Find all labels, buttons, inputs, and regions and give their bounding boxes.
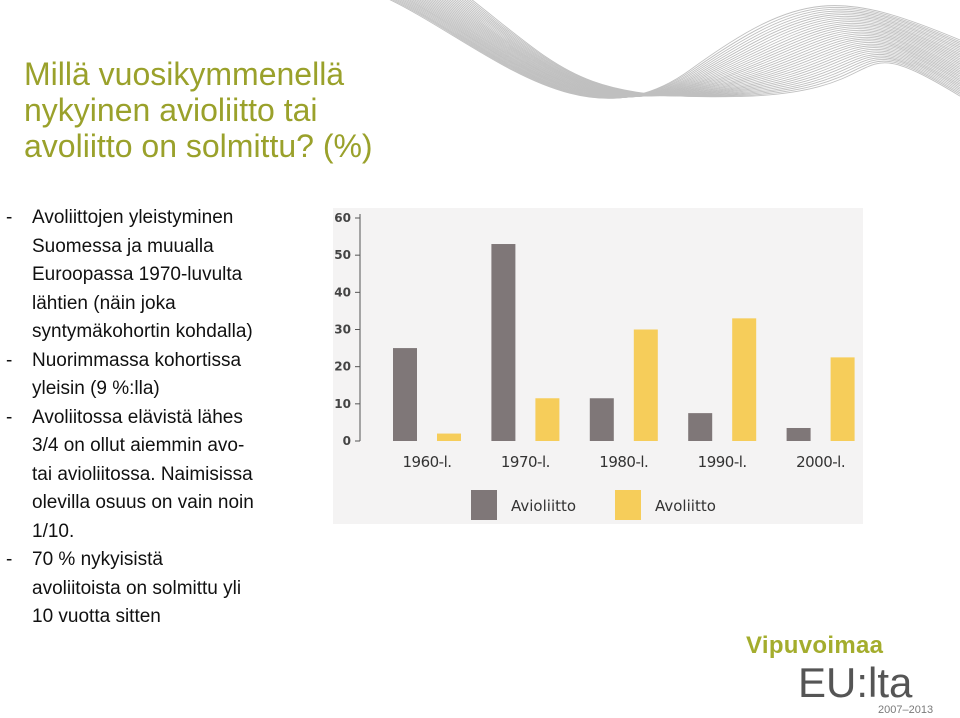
x-tick-label: 1980-l. bbox=[599, 453, 649, 471]
legend-label: Avoliitto bbox=[655, 497, 716, 515]
bullet-text-line: syntymäkohortin kohdalla) bbox=[32, 321, 253, 342]
x-tick-label: 1960-l. bbox=[402, 453, 452, 471]
bullet-text-line: 10 vuotta sitten bbox=[32, 606, 161, 627]
y-tick-label: 0 bbox=[342, 434, 351, 448]
bar-avoliitto-2 bbox=[634, 330, 658, 442]
bar-avioliitto-0 bbox=[393, 348, 417, 441]
bullet-marker: - bbox=[6, 406, 13, 428]
legend-swatch-avioliitto bbox=[471, 490, 497, 520]
bar-chart bbox=[333, 208, 863, 524]
y-tick-label: 60 bbox=[334, 211, 351, 225]
bullet-text-line: olevilla osuus on vain noin bbox=[32, 492, 254, 513]
bullet-text-line: yleisin (9 %:lla) bbox=[32, 378, 160, 399]
bar-avioliitto-3 bbox=[688, 413, 712, 441]
title-line: avoliitto on solmittu? (%) bbox=[24, 128, 373, 164]
slide-title bbox=[24, 56, 444, 164]
x-tick-label: 2000-l. bbox=[796, 453, 846, 471]
x-tick-label: 1990-l. bbox=[697, 453, 747, 471]
bullet-text-line: lähtien (näin joka bbox=[32, 292, 176, 314]
bullet-text-line: Euroopassa 1970-luvulta bbox=[32, 264, 243, 285]
bullet-text-line: 1/10. bbox=[32, 520, 75, 542]
bullet-item bbox=[6, 347, 326, 404]
bullet-text-line: 70 % nykyisistä bbox=[32, 549, 163, 570]
y-tick-label: 50 bbox=[334, 248, 351, 263]
x-tick-label: 1970-l. bbox=[500, 453, 550, 471]
bar-avoliitto-4 bbox=[831, 357, 855, 441]
logo-text-line: EU:lta bbox=[798, 659, 913, 706]
bar-avioliitto-1 bbox=[491, 244, 515, 441]
bar-avioliitto-2 bbox=[590, 398, 614, 441]
bullet-item bbox=[6, 546, 326, 632]
bullet-text-line: 3/4 on ollut aiemmin avo- bbox=[32, 435, 245, 456]
title-line: Millä vuosikymmenellä bbox=[24, 56, 345, 92]
bullet-list bbox=[6, 204, 326, 632]
legend-swatch-avoliitto bbox=[615, 490, 641, 520]
y-tick-label: 10 bbox=[334, 396, 351, 411]
y-tick-label: 20 bbox=[334, 359, 351, 374]
decorative-ribbon-graphic bbox=[360, 0, 960, 130]
y-tick-label: 40 bbox=[334, 285, 351, 300]
bullet-item bbox=[6, 204, 326, 347]
bullet-text-line: avoliitoista on solmittu yli bbox=[32, 577, 242, 599]
bullet-item bbox=[6, 404, 326, 547]
title-line: nykyinen avioliitto tai bbox=[24, 92, 318, 128]
bar-avoliitto-0 bbox=[437, 434, 461, 441]
bar-avoliitto-3 bbox=[732, 318, 756, 441]
logo-text-line: 2007–2013 bbox=[878, 704, 934, 716]
bullet-text-line: Nuorimmassa kohortissa bbox=[32, 349, 242, 371]
bullet-marker: - bbox=[6, 549, 13, 570]
bullet-text-line: Avoliittojen yleistyminen bbox=[32, 207, 234, 228]
bullet-text-line: Suomessa ja muualla bbox=[32, 235, 214, 257]
bullet-marker: - bbox=[6, 207, 13, 228]
bar-avioliitto-4 bbox=[787, 428, 811, 441]
logo-text-line: Vipuvoimaa bbox=[746, 632, 884, 659]
legend-label: Avioliitto bbox=[511, 497, 577, 515]
bullet-text-line: Avoliitossa elävistä lähes bbox=[32, 406, 243, 428]
logo bbox=[746, 632, 946, 718]
bar-avoliitto-1 bbox=[535, 398, 559, 441]
y-tick-label: 30 bbox=[334, 322, 351, 337]
bullet-text-line: tai avioliitossa. Naimisissa bbox=[32, 463, 253, 485]
bullet-marker: - bbox=[6, 349, 13, 371]
